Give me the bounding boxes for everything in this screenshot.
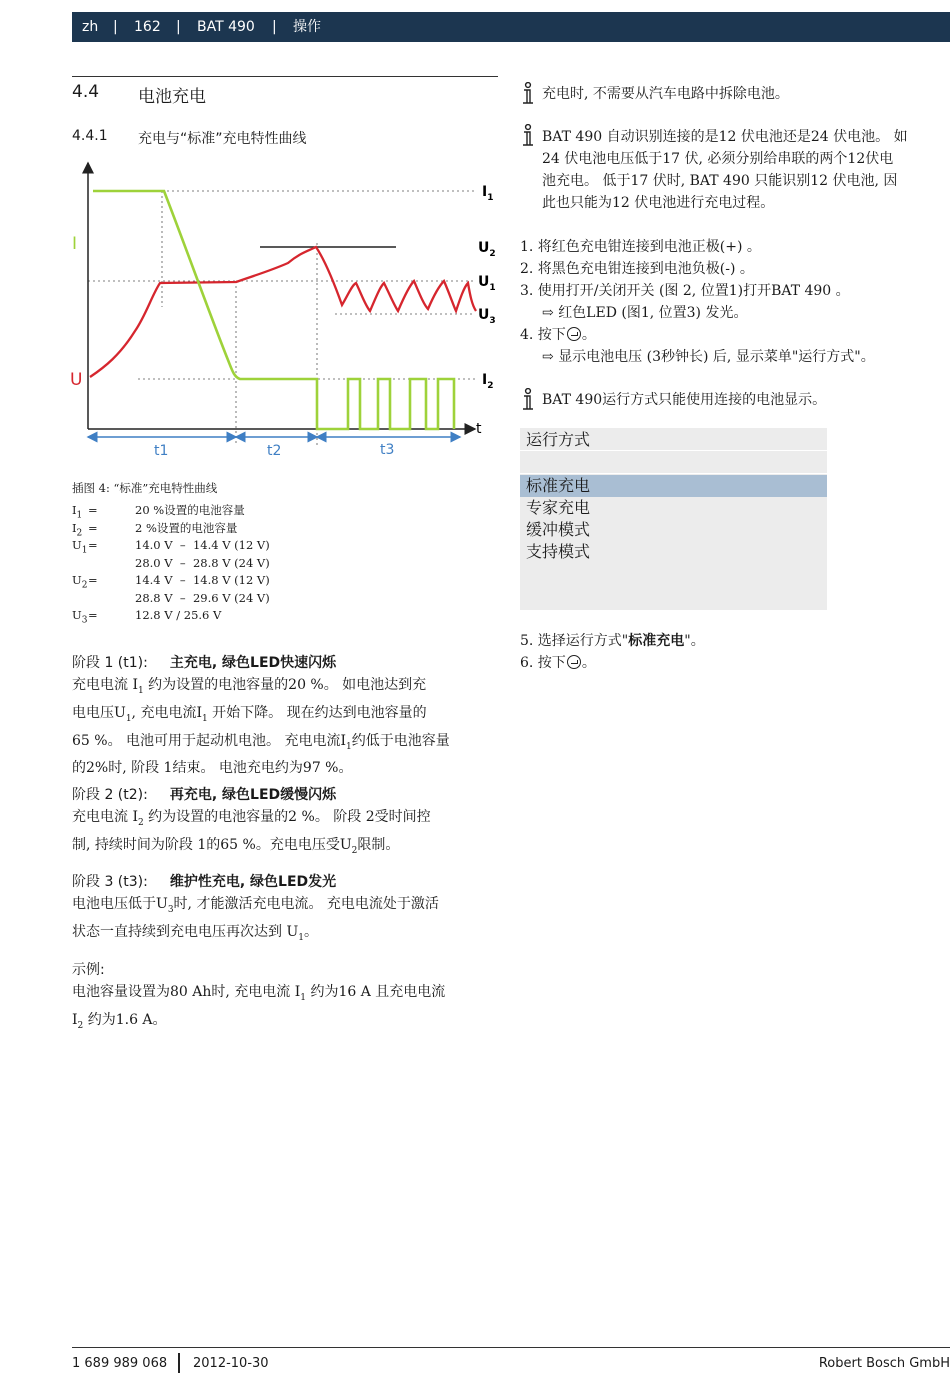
- legend-symbol: $I_2$: [72, 520, 83, 538]
- legend-equals: =: [88, 573, 98, 587]
- label-u1: $U_1$: [478, 274, 496, 293]
- label-t2: t2: [267, 443, 282, 459]
- label-i2: $I_2$: [482, 372, 494, 391]
- stage-1-heading: 阶段 1 (t1): 主充电, 绿色LED快速闪烁: [72, 655, 337, 671]
- step-5: 5. 选择运行方式"标准充电"。: [520, 633, 705, 649]
- stage-1-title: 主充电, 绿色LED快速闪烁: [169, 655, 337, 671]
- step-4-result: ⇨ 显示电池电压 (3秒钟长) 后, 显示菜单"运行方式"。: [542, 349, 875, 365]
- footer-date: 2012-10-30: [193, 1356, 269, 1371]
- legend-symbol: $U_1$: [72, 538, 88, 556]
- label-t1: t1: [154, 443, 169, 459]
- stage-3-line: 电池电压低于$U_3$时, 才能激活充电电流。 充电电流处于激活: [72, 896, 439, 915]
- footer-rule: [72, 1347, 950, 1348]
- legend-symbol: $U_3$: [72, 608, 88, 626]
- step-1: 1. 将红色充电钳连接到电池正极(+) 。: [520, 239, 761, 255]
- menu-item-buffer-mode[interactable]: 缓冲模式: [526, 520, 591, 539]
- legend-equals: =: [88, 538, 98, 552]
- subsection-title: 充电与“标准”充电特性曲线: [138, 131, 307, 147]
- step-2: 2. 将黑色充电钳连接到电池负极(-) 。: [520, 261, 754, 277]
- legend-row: [72, 590, 492, 608]
- legend-row: [72, 537, 492, 555]
- note-2-line: 24 伏电池电压低于17 伏, 必须分别给串联的两个12伏电: [542, 151, 894, 167]
- legend: [72, 502, 492, 625]
- subsection-number: 4.4.1: [72, 128, 108, 144]
- header-section: 操作: [293, 19, 321, 35]
- menu-item-expert-charge[interactable]: 专家充电: [526, 498, 591, 517]
- note-2: [542, 126, 950, 214]
- legend-row: [72, 572, 492, 590]
- legend-value: 20 %设置的电池容量: [135, 503, 245, 517]
- charging-curve-diagram: [60, 155, 510, 465]
- page-header: [72, 12, 950, 42]
- legend-equals: =: [88, 520, 98, 535]
- section-number: 4.4: [72, 82, 100, 102]
- enter-key-icon: [567, 655, 581, 669]
- legend-row: [72, 502, 492, 520]
- legend-row: [72, 607, 492, 625]
- header-divider: |: [113, 19, 118, 35]
- label-t: t: [476, 421, 482, 437]
- figure-caption: 插图 4: “标准”充电特性曲线: [72, 481, 218, 495]
- stage-1-block: [72, 652, 502, 779]
- note-3: BAT 490运行方式只能使用连接的电池显示。: [542, 392, 827, 408]
- stage-2-line: 充电电流 $I_2$ 约为设置的电池容量的2 %。 阶段 2受时间控: [72, 809, 431, 828]
- legend-equals: =: [88, 503, 98, 517]
- label-i1: $I_1$: [482, 184, 494, 203]
- example-label: 示例:: [72, 962, 105, 978]
- step-3: 3. 使用打开/关闭开关 (图 2, 位置1)打开BAT 490 。: [520, 283, 850, 299]
- stage-2-heading: 阶段 2 (t2): 再充电, 绿色LED缓慢闪烁: [72, 787, 337, 803]
- note-2-line: 池充电。 低于17 伏时, BAT 490 只能识别12 伏电池, 因: [542, 173, 898, 189]
- example-block: [72, 959, 502, 1037]
- steps-list: [520, 236, 950, 368]
- legend-value: 12.8 V / 25.6 V: [135, 608, 222, 622]
- note-2-line: BAT 490 自动识别连接的是12 伏电池还是24 伏电池。 如: [542, 129, 908, 145]
- example-line: 电池容量设置为80 Ah时, 充电电流 $I_1$ 约为16 A 且充电电流: [72, 984, 446, 1003]
- steps-list-continued: [520, 630, 950, 674]
- legend-symbol: $U_2$: [72, 573, 88, 591]
- label-t3: t3: [380, 442, 395, 458]
- stage-1-line: 65 %。 电池可用于起动机电池。 充电电流$I_1$约低于电池容量: [72, 732, 450, 752]
- section-title: 电池充电: [138, 87, 206, 107]
- stage-2-title: 再充电, 绿色LED缓慢闪烁: [169, 787, 337, 803]
- legend-value: 2 %设置的电池容量: [135, 520, 238, 535]
- note-2-line: 此也只能为12 伏电池进行充电过程。: [542, 195, 775, 211]
- stage-2-block: [72, 784, 502, 862]
- header-language: zh: [82, 19, 99, 35]
- stage-3-heading: 阶段 3 (t3): 维护性充电, 绿色LED发光: [72, 874, 337, 890]
- footer-doc-number: 1 689 989 068: [72, 1356, 168, 1371]
- note-1: 充电时, 不需要从汽车电路中拆除电池。: [542, 86, 789, 102]
- menu-item-support-mode[interactable]: 支持模式: [526, 542, 591, 561]
- section-rule: [72, 76, 498, 77]
- info-icon: [520, 82, 536, 106]
- axis-label-u: U: [70, 370, 83, 390]
- axis-label-i: I: [72, 234, 78, 254]
- legend-value: 14.4 V – 14.8 V (12 V): [135, 573, 270, 587]
- stage-1-line: 充电电流 $I_1$ 约为设置的电池容量的20 %。 如电池达到充: [72, 677, 427, 696]
- enter-key-icon: [567, 327, 581, 341]
- legend-row: [72, 520, 492, 538]
- header-page-number: 162: [134, 19, 161, 35]
- legend-symbol: $I_1$: [72, 503, 83, 521]
- legend-value: 28.0 V – 28.8 V (24 V): [135, 555, 270, 570]
- info-icon: [520, 388, 536, 412]
- header-product: BAT 490: [197, 19, 255, 35]
- stage-1-line: 的2%时, 阶段 1结束。 电池充电约为97 %。: [72, 760, 353, 777]
- menu-title: 运行方式: [526, 430, 591, 449]
- result-arrow-icon: ⇨: [542, 349, 559, 365]
- header-divider: |: [272, 19, 277, 35]
- label-u2: $U_2$: [478, 240, 496, 259]
- label-u3: $U_3$: [478, 307, 496, 326]
- step-3-result: ⇨ 红色LED (图1, 位置3) 发光。: [542, 305, 748, 321]
- legend-equals: =: [88, 608, 98, 622]
- header-divider: |: [176, 19, 181, 35]
- stage-3-block: [72, 871, 502, 949]
- footer-separator: [178, 1353, 180, 1373]
- reference-lines: [88, 191, 475, 445]
- footer-company: Robert Bosch GmbH: [818, 1356, 950, 1371]
- legend-value: 28.8 V – 29.6 V (24 V): [135, 590, 270, 605]
- step-6: 6. 按下 。: [520, 655, 596, 671]
- menu-divider: [520, 473, 827, 474]
- voltage-curve: [90, 247, 476, 377]
- stage-2-line: 制, 持续时间为阶段 1的65 %。充电电压受$U_2$限制。: [72, 836, 400, 856]
- stage-3-line: 状态一直持续到充电电压再次达到 $U_1$。: [72, 923, 318, 943]
- legend-value: 14.0 V – 14.4 V (12 V): [135, 538, 270, 552]
- result-arrow-icon: ⇨: [542, 305, 559, 321]
- stage-3-title: 维护性充电, 绿色LED发光: [169, 874, 337, 890]
- stage-1-line: 电电压$U_1$, 充电电流$I_1$ 开始下降。 现在约达到电池容量的: [72, 704, 427, 724]
- step-4: 4. 按下 。: [520, 327, 596, 343]
- info-icon: [520, 124, 536, 148]
- example-line: $I_2$ 约为1.6 A。: [72, 1011, 167, 1031]
- legend-row: [72, 555, 492, 573]
- menu-item-standard-charge[interactable]: 标准充电: [520, 475, 827, 497]
